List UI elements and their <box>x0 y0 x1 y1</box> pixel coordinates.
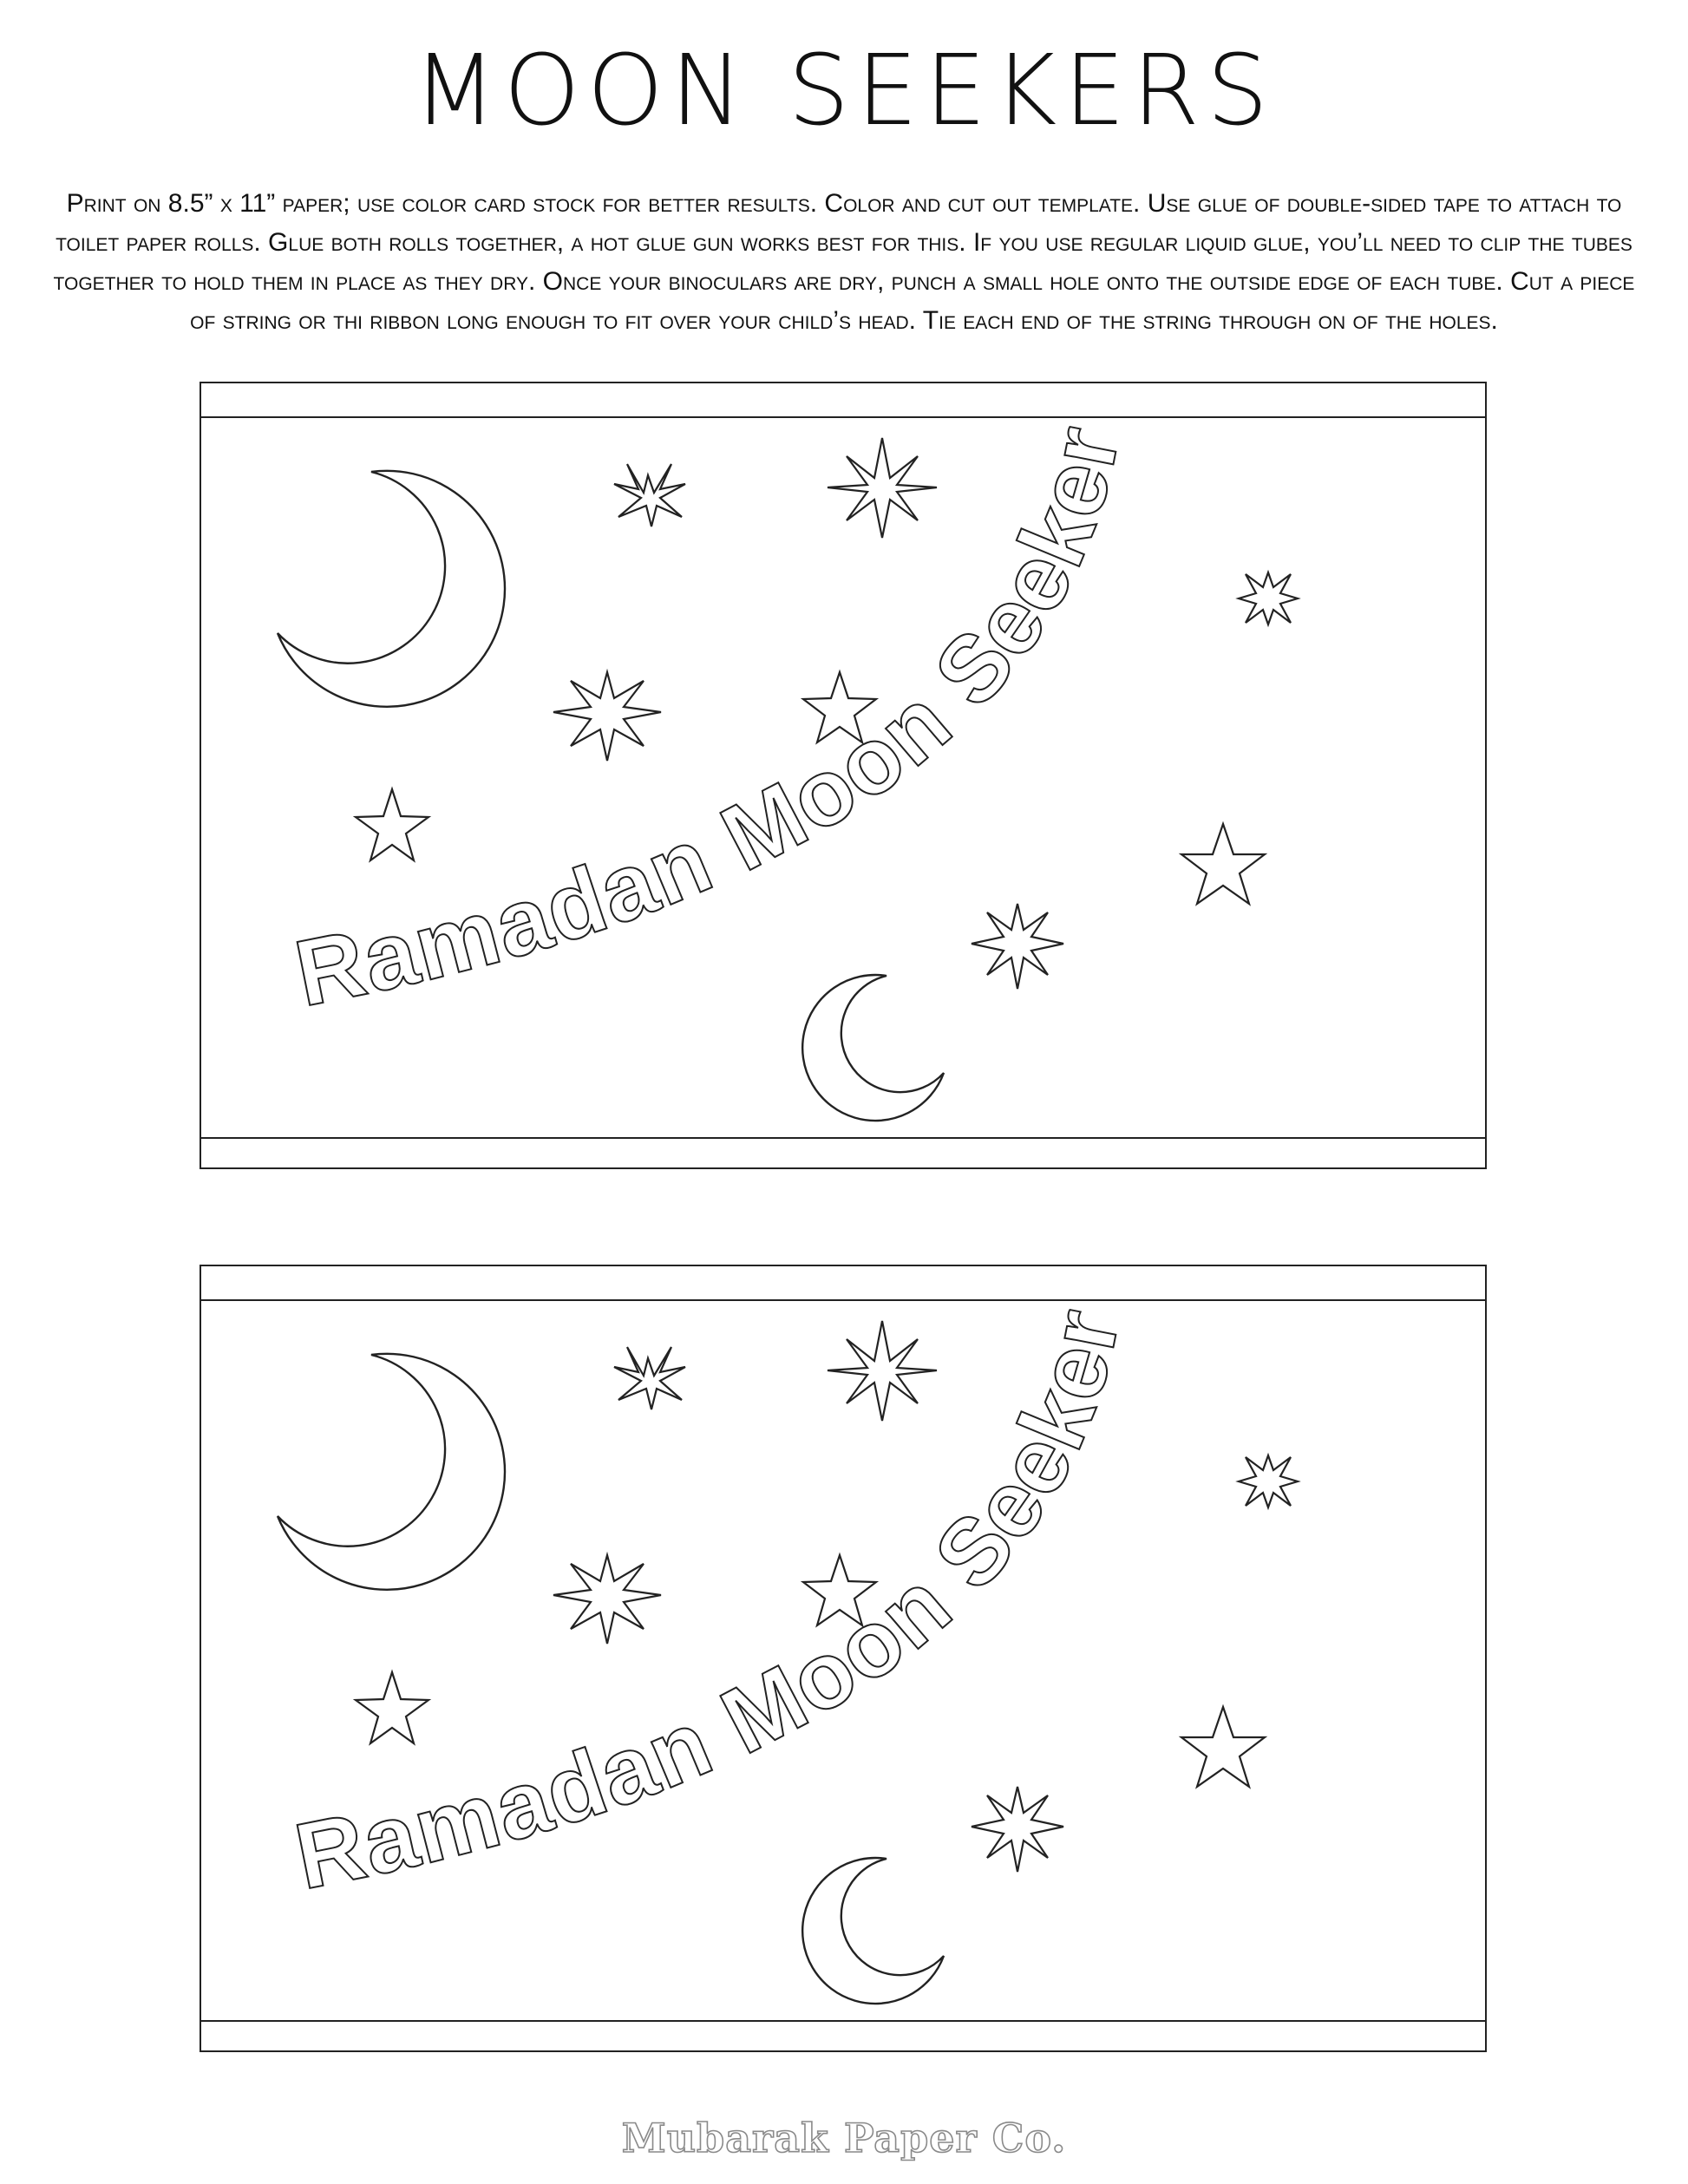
template-artwork <box>200 1265 1487 2052</box>
instructions-text: Print on 8.5” x 11” paper; use color card stock for better results. Color and cut out template. Use glue of double-sided tape to attach to toilet paper rolls. Glue both rolls together, a hot glue gun works best for this. If you use regular liquid glue, you’ll need to clip the tubes together to hold them in place as they dry. Once your binoculars are dry, punch a small hole onto the outside edge of each tube. Cut a piece of string or thi ribbon long enough to fit over your child’s head. Tie each end of the string through on of the holes. <box>53 189 1635 335</box>
binocular-template-1 <box>200 382 1487 1169</box>
five-point-star-icon <box>356 789 429 860</box>
footer-brand: Mubarak Paper Co. <box>621 2115 1067 2161</box>
five-point-star-icon <box>356 1672 429 1743</box>
sparkle-star-icon <box>614 464 685 526</box>
five-point-star-icon <box>1181 824 1265 904</box>
sparkle-star-icon <box>553 672 661 761</box>
banner-text <box>287 417 1139 1026</box>
banner-text-label: Ramadan Moon Seeker <box>287 416 1140 1026</box>
sparkle-star-icon <box>1239 1455 1298 1507</box>
sparkle-star-icon <box>1239 572 1298 624</box>
page-title: MOON SEEKERS <box>412 35 1276 147</box>
sparkle-star-icon <box>972 1787 1063 1872</box>
template-artwork <box>200 382 1487 1169</box>
binocular-template-2 <box>200 1265 1487 2052</box>
small-crescent-moon-icon <box>802 975 944 1121</box>
banner-text <box>287 1300 1139 1909</box>
sparkle-star-icon <box>553 1555 661 1644</box>
small-crescent-moon-icon <box>802 1858 944 2004</box>
eight-point-star-icon <box>828 438 937 538</box>
large-crescent-moon-icon <box>278 471 505 707</box>
sparkle-star-icon <box>614 1347 685 1409</box>
five-point-star-icon <box>1181 1707 1265 1787</box>
sparkle-star-icon <box>972 904 1063 989</box>
large-crescent-moon-icon <box>278 1354 505 1590</box>
banner-text-label: Ramadan Moon Seeker <box>287 1299 1140 1909</box>
eight-point-star-icon <box>828 1321 937 1421</box>
